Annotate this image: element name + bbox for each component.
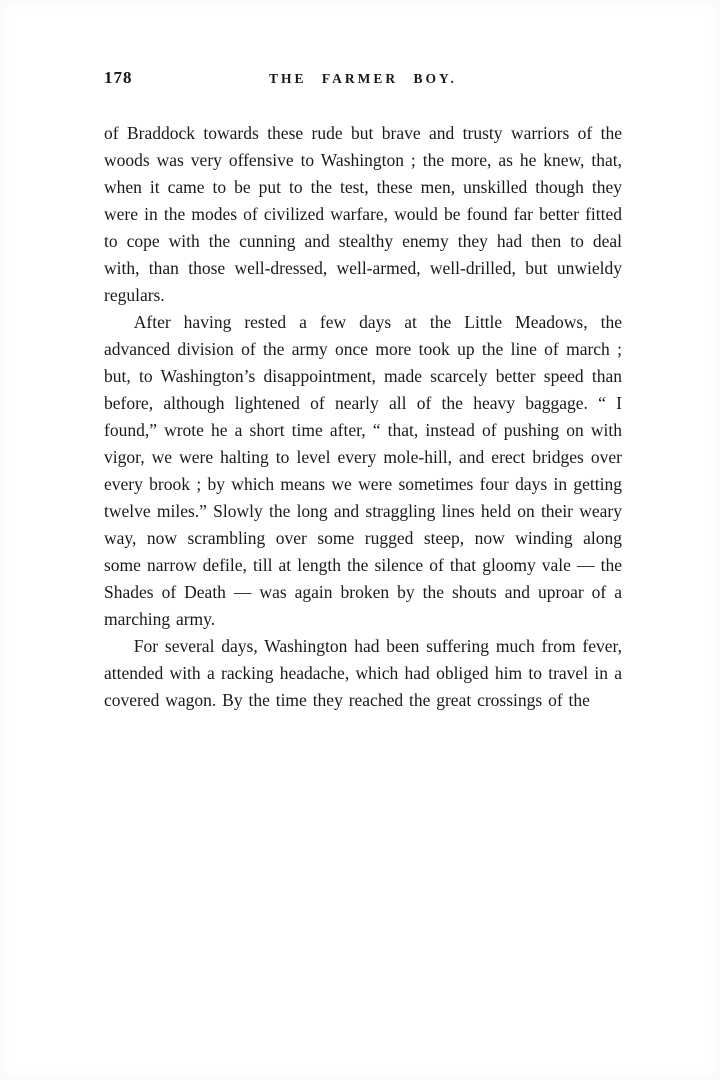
paragraph: After having rested a few days at the Little Meadows, the advanced division of the army once more took up the line of march ; but, to Washington’s disappointment, made scarcely better speed than before, although lightened of nearly all of the heavy baggage. “ I found,” wrote he a short time after, “ that, instead of pushing on with vigor, we were halting to level every mole-hill, and erect bridges over every brook ; by which means we were sometimes four days in getting twelve miles.” Slowly the long and straggling lines held on their weary way, now scrambling over some rugged steep, now winding along some narrow defile, till at length the silence of that gloomy vale — the Shades of Death — was again broken by the shouts and uproar of a marching army. <box>104 312 622 629</box>
running-head <box>104 68 622 94</box>
paragraph-continuation: of Braddock towards these rude but brave and trusty warriors of the woods was very offensive to Washington ; the more, as he knew, that, when it came to be put to the test, these men, unskilled though they were in the modes of civilized warfare, would be found far better fitted to cope with the cunning and stealthy enemy they had then to deal with, than those well-dressed, well-armed, well-drilled, but unwieldy regulars. <box>104 123 622 305</box>
body-text <box>104 120 622 714</box>
paragraph: For several days, Washington had been suffering much from fever, attended with a racking headache, which had obliged him to travel in a covered wagon. By the time they reached the great crossings of the <box>104 636 622 710</box>
running-title: THE FARMER BOY. <box>269 71 457 86</box>
page-number: 178 <box>104 68 133 87</box>
text-column <box>104 68 622 714</box>
